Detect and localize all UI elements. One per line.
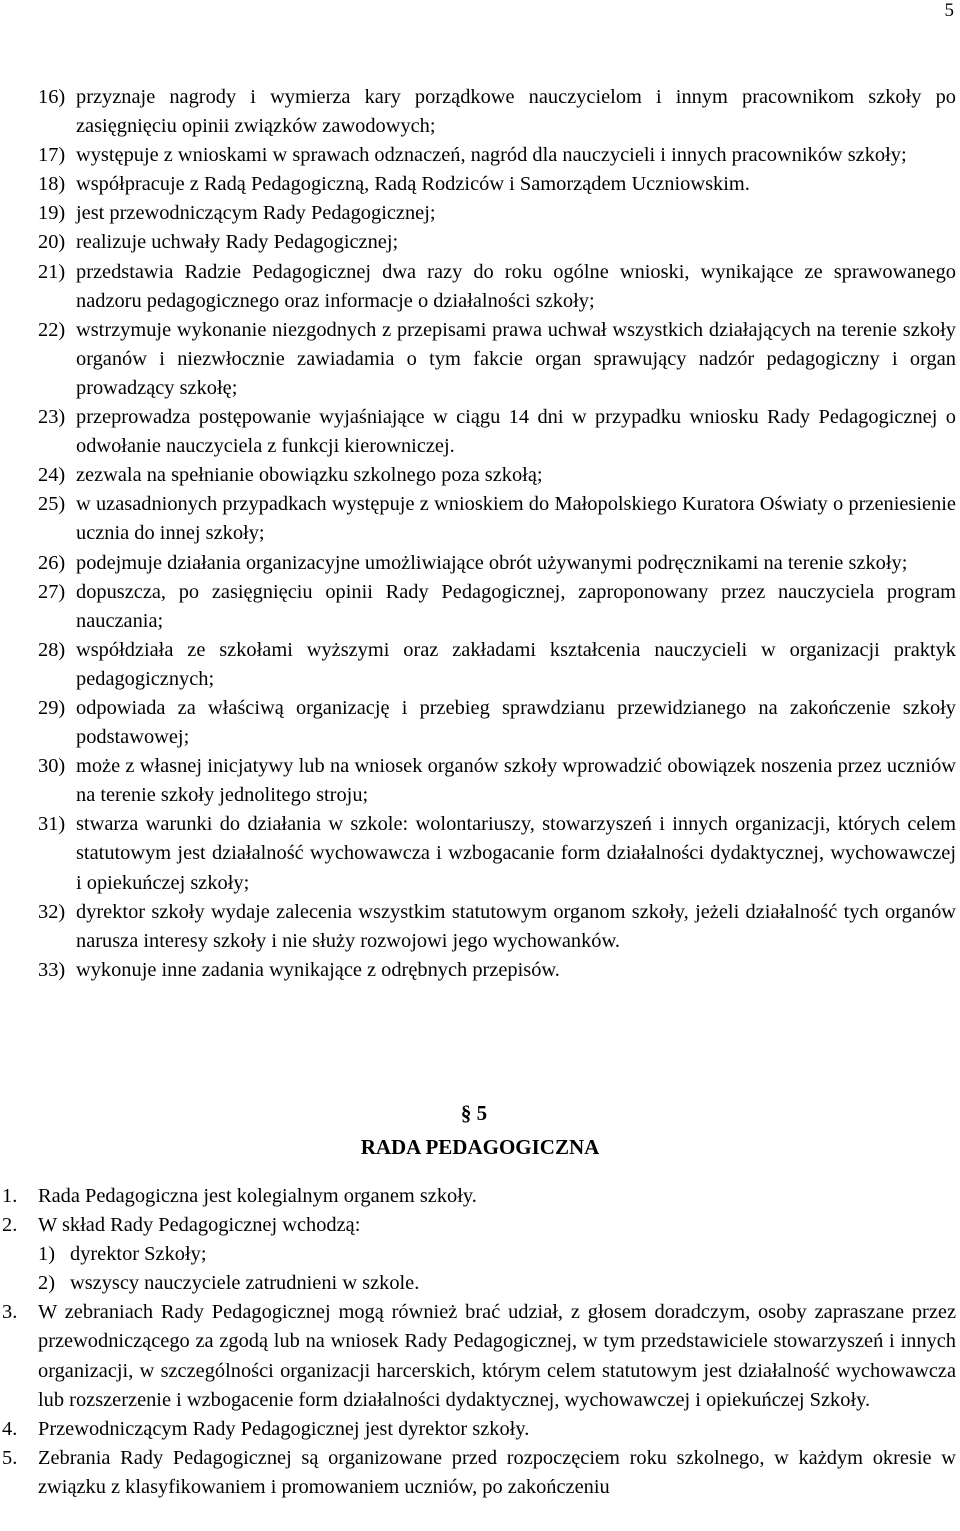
item-text: wstrzymuje wykonanie niezgodnych z przepisami prawa uchwał wszystkich działających na terenie szkoły organów i niezwłocznie zawiadamia o tym fakcie organ sprawujący nadzór pedagogiczny i organ prowadzący szkołę; bbox=[76, 318, 956, 399]
item-text: współdziała ze szkołami wyższymi oraz zakładami kształcenia nauczycieli w organizacji praktyk pedagogicznych; bbox=[76, 638, 956, 690]
item-text: dopuszcza, po zasięgnięciu opinii Rady Pedagogicznej, zaproponowany przez nauczyciela program nauczania; bbox=[76, 580, 956, 632]
list-item bbox=[38, 549, 956, 578]
item-number: 16) bbox=[38, 86, 66, 108]
item-text: podejmuje działania organizacyjne umożliwiające obrót używanymi podręcznikami na terenie szkoły; bbox=[76, 551, 908, 574]
item-number: 26) bbox=[38, 551, 66, 574]
point-number: 3. bbox=[2, 1301, 18, 1324]
section-heading bbox=[0, 1096, 960, 1164]
item-number: 29) bbox=[38, 696, 66, 719]
item-text: przedstawia Radzie Pedagogicznej dwa razy do roku ogólne wnioski, wynikające ze sprawowanego nadzoru pedagogicznego oraz informacje o działalności szkoły; bbox=[76, 260, 956, 312]
item-text: jest przewodniczącym Rady Pedagogicznej; bbox=[76, 202, 436, 225]
item-number: 22) bbox=[38, 318, 66, 341]
sub-item-number: 1) bbox=[38, 1243, 55, 1266]
list-item bbox=[2, 1415, 956, 1444]
section-title: RADA PEDAGOGICZNA bbox=[360, 1135, 600, 1159]
list-item bbox=[38, 752, 956, 810]
list-item bbox=[2, 1182, 956, 1211]
point-number: 1. bbox=[2, 1185, 18, 1207]
sub-item bbox=[38, 1269, 956, 1298]
list-item bbox=[38, 403, 956, 461]
item-text: dyrektor szkoły wydaje zalecenia wszystkim statutowym organom szkoły, jeżeli działalność tych organów narusza interesy szkoły i nie służy rozwojowi jego wychowanków. bbox=[76, 900, 956, 952]
list-item bbox=[38, 141, 956, 170]
point-text: W zebraniach Rady Pedagogicznej mogą również brać udział, z głosem doradczym, osoby zapraszane przez przewodniczącego za zgodą lub na wniosek Rady Pedagogicznej, w tym przedstawiciele stowarzyszeń i innych organizacji, w szczególności organizacji harcerskich, którym celem statutowym jest działalność wychowawcza lub rozszerzenie i wzbogacenie form działalności dydaktycznej, wychowawczej i opiekuńczej Szkoły. bbox=[38, 1301, 956, 1411]
item-number: 32) bbox=[38, 900, 66, 923]
item-text: przyznaje nagrody i wymierza kary porządkowe nauczycielom i innym pracownikom szkoły po zasięgnięciu opinii związków zawodowych; bbox=[76, 86, 956, 138]
item-text: przeprowadza postępowanie wyjaśniające w ciągu 14 dni w przypadku wniosku Rady Pedagogicznej o odwołanie nauczyciela z funkcji kierowniczej. bbox=[76, 406, 956, 458]
point-text: W skład Rady Pedagogicznej wchodzą: bbox=[38, 1214, 361, 1237]
list-item bbox=[38, 258, 956, 316]
section-points-list bbox=[2, 1182, 956, 1502]
sub-item-number: 2) bbox=[38, 1272, 55, 1295]
item-number: 23) bbox=[38, 406, 66, 429]
item-number: 17) bbox=[38, 144, 66, 167]
item-number: 31) bbox=[38, 813, 66, 836]
item-number: 24) bbox=[38, 464, 66, 487]
item-text: zezwala na spełnianie obowiązku szkolnego poza szkołą; bbox=[76, 464, 543, 487]
list-item bbox=[38, 956, 956, 985]
sub-item-text: wszyscy nauczyciele zatrudnieni w szkole. bbox=[70, 1272, 420, 1295]
item-text: w uzasadnionych przypadkach występuje z wnioskiem do Małopolskiego Kuratora Oświaty o przeniesienie ucznia do innej szkoły; bbox=[76, 493, 956, 545]
item-text: stwarza warunki do działania w szkole: wolontariuszy, stowarzyszeń i innych organizacji, których celem statutowym jest działalność wychowawcza i wzbogacanie form działalności dydaktycznej, wychowawczej i opiekuńczej szkoły; bbox=[76, 813, 956, 894]
page-number: 5 bbox=[944, 0, 954, 21]
list-item bbox=[38, 810, 956, 897]
point-text: Przewodniczącym Rady Pedagogicznej jest dyrektor szkoły. bbox=[38, 1417, 530, 1440]
item-number: 33) bbox=[38, 958, 66, 981]
point-text: Zebrania Rady Pedagogicznej są organizowane przed rozpoczęciem roku szkolnego, w każdym okresie w związku z klasyfikowaniem i promowaniem uczniów, po zakończeniu bbox=[38, 1446, 956, 1498]
list-item bbox=[38, 228, 956, 257]
list-item bbox=[38, 490, 956, 548]
list-item bbox=[38, 461, 956, 490]
item-number: 27) bbox=[38, 580, 66, 603]
section-number: § 5 bbox=[460, 1101, 488, 1125]
item-number: 19) bbox=[38, 202, 66, 225]
list-item bbox=[38, 898, 956, 956]
list-item bbox=[2, 1444, 956, 1502]
item-number: 21) bbox=[38, 260, 66, 283]
list-item bbox=[38, 316, 956, 403]
sub-item bbox=[38, 1240, 956, 1269]
item-text: występuje z wnioskami w sprawach odznaczeń, nagród dla nauczycieli i innych pracowników szkoły; bbox=[76, 144, 907, 167]
item-text: współpracuje z Radą Pedagogiczną, Radą Rodziców i Samorządem Uczniowskim. bbox=[76, 173, 750, 196]
item-number: 30) bbox=[38, 755, 66, 778]
item-number: 18) bbox=[38, 173, 66, 196]
item-text: realizuje uchwały Rady Pedagogicznej; bbox=[76, 231, 399, 254]
point-number: 5. bbox=[2, 1446, 18, 1469]
list-item bbox=[38, 170, 956, 199]
list-item bbox=[2, 1298, 956, 1414]
list-item bbox=[38, 83, 956, 141]
director-duties-list bbox=[38, 83, 956, 985]
item-number: 25) bbox=[38, 493, 66, 516]
list-item bbox=[38, 694, 956, 752]
item-number: 28) bbox=[38, 638, 66, 661]
list-item bbox=[2, 1211, 956, 1298]
list-item bbox=[38, 636, 956, 694]
item-text: odpowiada za właściwą organizację i przebieg sprawdzianu przewidzianego na zakończenie szkoły podstawowej; bbox=[76, 696, 956, 749]
point-text: Rada Pedagogiczna jest kolegialnym organem szkoły. bbox=[38, 1185, 477, 1207]
point-number: 2. bbox=[2, 1214, 18, 1237]
point-number: 4. bbox=[2, 1417, 18, 1440]
item-text: może z własnej inicjatywy lub na wniosek organów szkoły wprowadzić obowiązek noszenia przez uczniów na terenie szkoły jednolitego stroju; bbox=[76, 755, 956, 807]
list-item bbox=[38, 578, 956, 636]
item-text: wykonuje inne zadania wynikające z odrębnych przepisów. bbox=[76, 958, 560, 981]
item-number: 20) bbox=[38, 231, 66, 254]
list-item bbox=[38, 199, 956, 228]
sub-item-text: dyrektor Szkoły; bbox=[70, 1243, 207, 1266]
